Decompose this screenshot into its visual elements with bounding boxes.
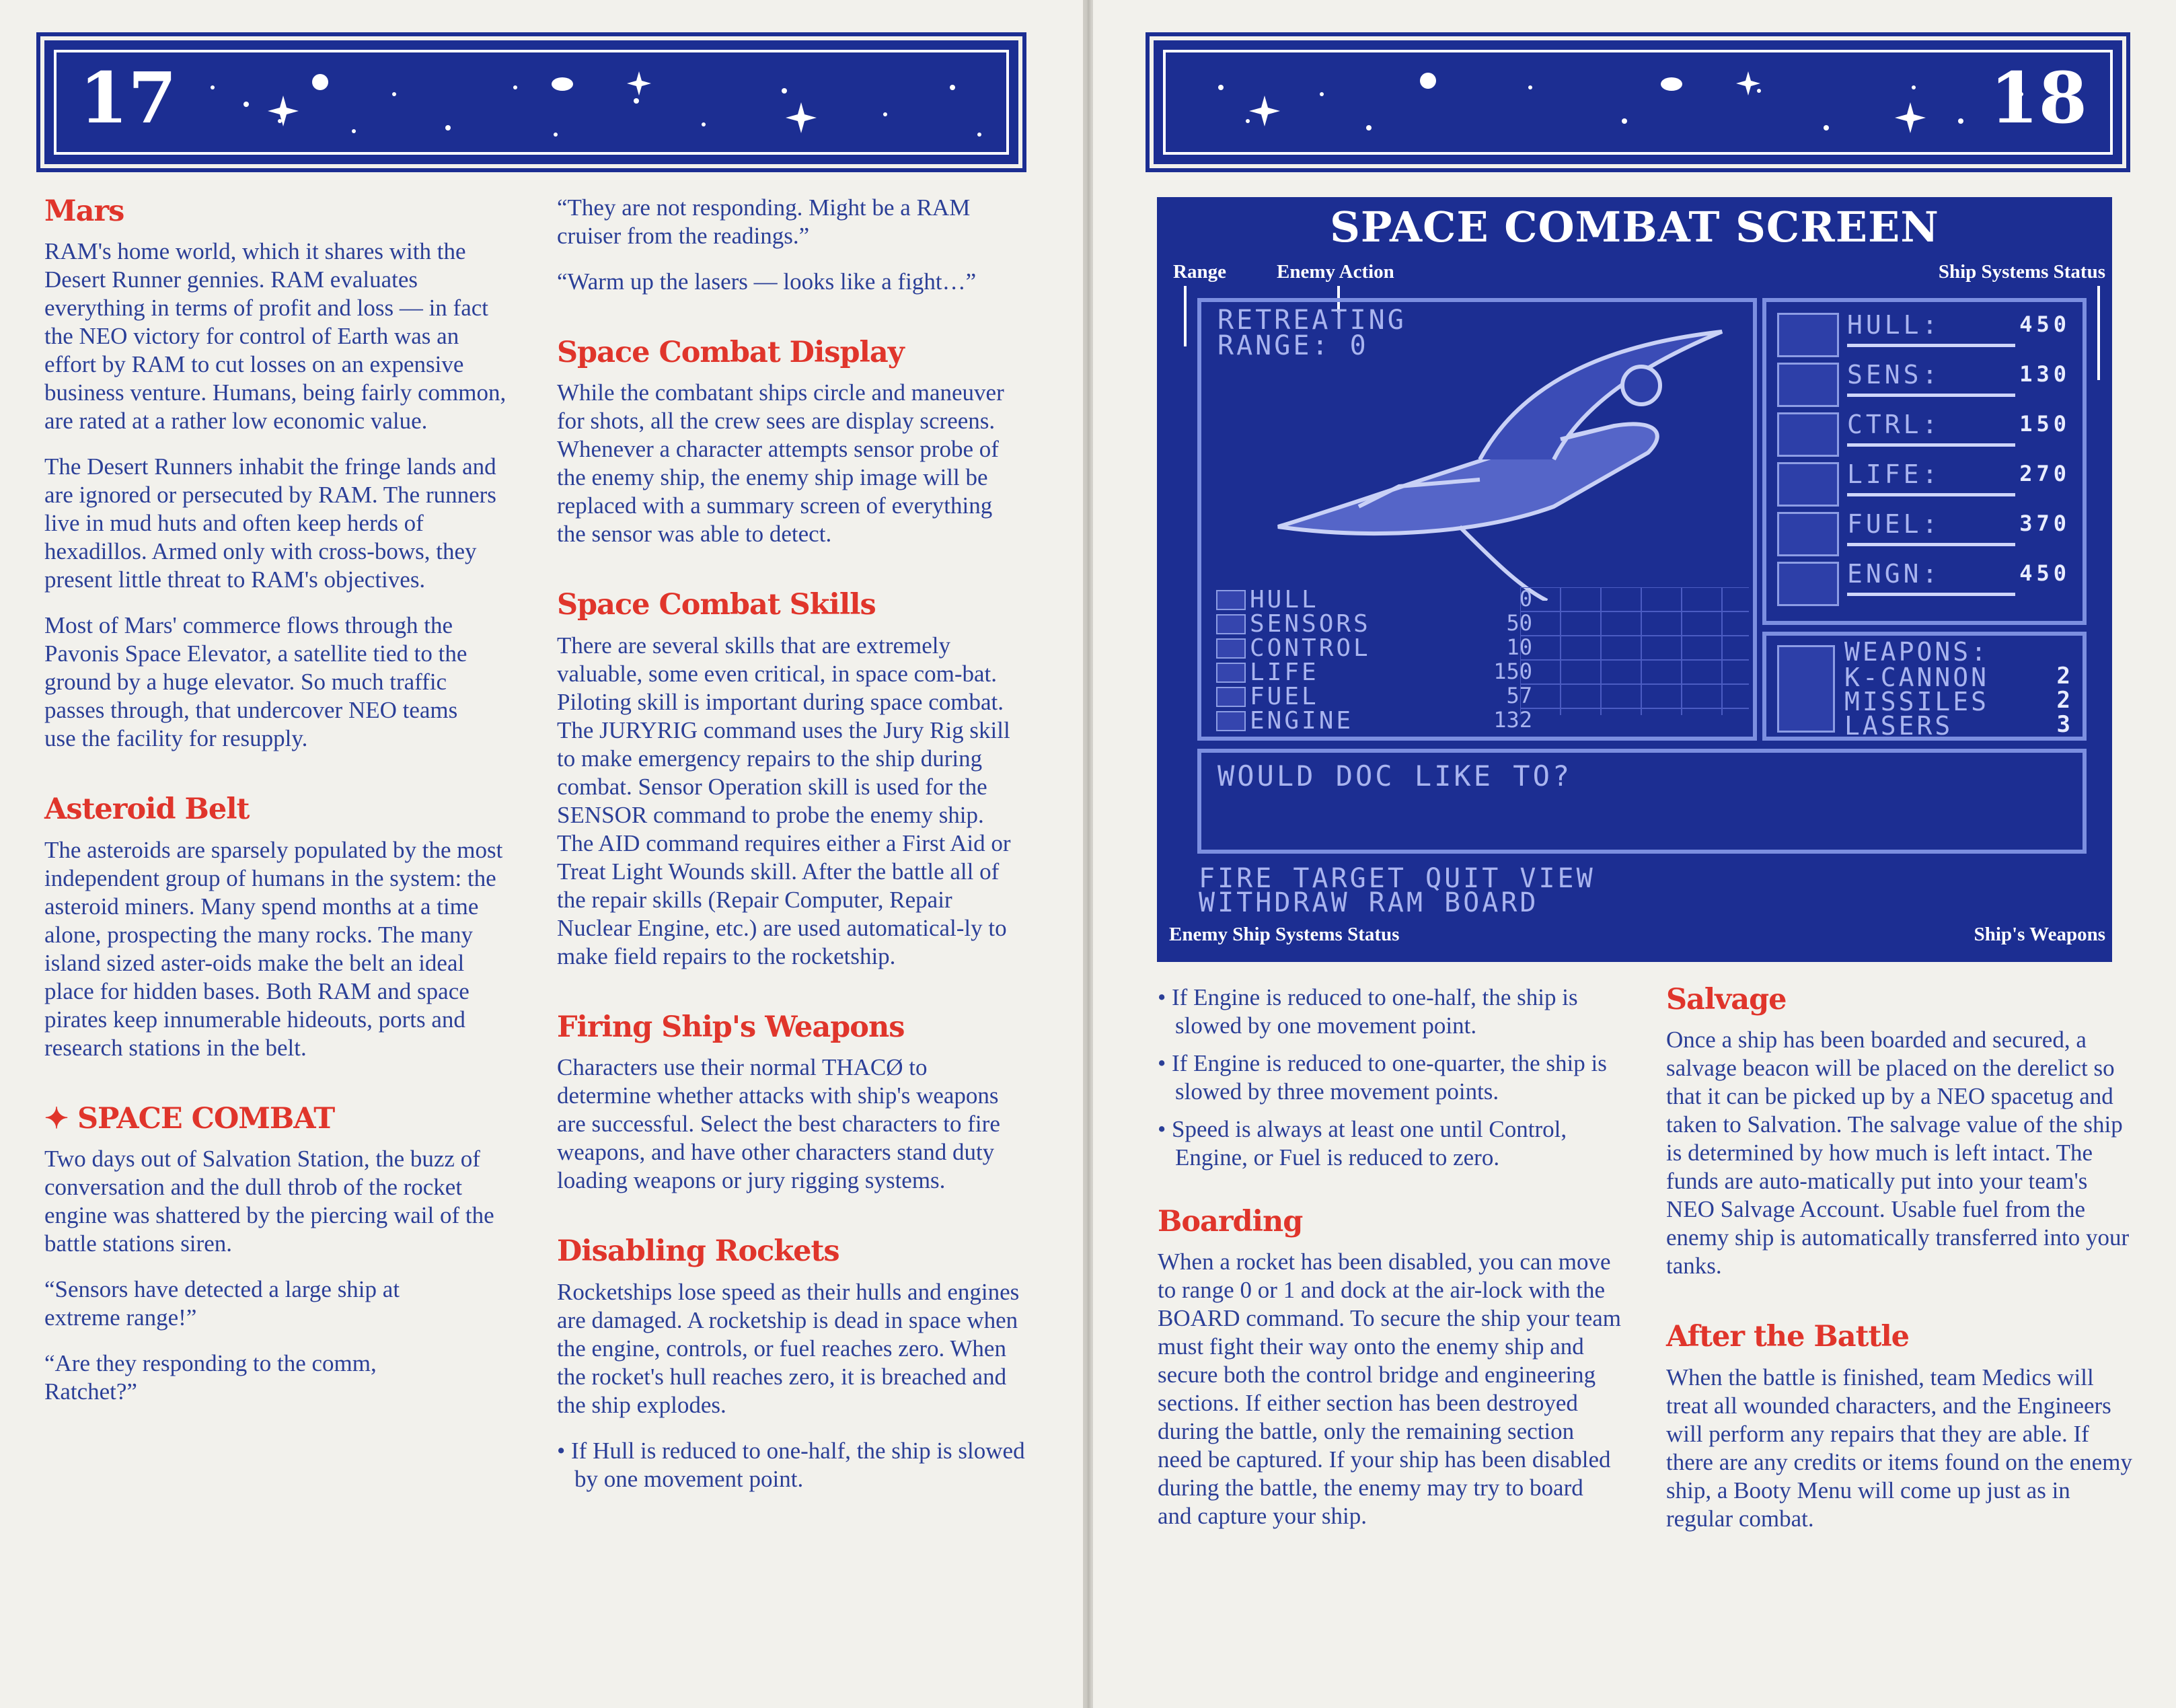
ship-system-name: FUEL:: [1847, 509, 1941, 539]
bullet-item: • If Engine is reduced to one-half, the ship is slowed by one movement point.: [1158, 984, 1578, 1039]
paragraph: Two days out of Salvation Station, the buzz of conversation and the dull throb of the rocket engine was shattered by the piercing wail of the battle stations siren.: [44, 1146, 494, 1257]
ship-system-value: 450: [2019, 560, 2070, 586]
enemy-system-value: 0: [1519, 586, 1532, 611]
weapon-name: MISSILES: [1844, 687, 1990, 716]
bullet-item: • If Engine is reduced to one-quarter, the ship is slowed by three movement points.: [1158, 1050, 1607, 1105]
heading-space-combat: ✦ SPACE COMBAT: [44, 1101, 335, 1136]
right-header-banner: [1154, 40, 2122, 164]
page-number: 17: [79, 57, 177, 139]
ship-system-value: 270: [2019, 461, 2070, 486]
label-ships-weapons: Ship's Weapons: [1974, 924, 2105, 945]
right-column-2: [1666, 983, 2137, 1551]
enemy-system-value: 50: [1506, 610, 1532, 636]
ship-system-bar: [1847, 394, 2015, 397]
ship-system-value: 130: [2019, 361, 2070, 387]
enemy-system-name: SENSORS: [1250, 610, 1371, 638]
page-number: 18: [1990, 57, 2087, 139]
ship-system-value: 450: [2019, 311, 2070, 337]
callout-line: [1184, 286, 1187, 346]
enemy-system-value: 10: [1506, 634, 1532, 660]
heading-after-the-battle: After the Battle: [1666, 1320, 1910, 1354]
starfield-decoration: [1154, 40, 2122, 164]
ship-system-icon: [1777, 512, 1839, 556]
heading-asteroid-belt: Asteroid Belt: [44, 792, 250, 827]
ship-system-name: SENS:: [1847, 360, 1941, 389]
paragraph: “Are they responding to the comm, Ratchet?”: [44, 1350, 377, 1405]
ship-system-value: 150: [2019, 411, 2070, 437]
heading-space-combat-display: Space Combat Display: [557, 336, 904, 369]
paragraph: The asteroids are sparsely populated by the most independent group of humans in the system: the asteroid miners. Many spend months at a time alone, prospecting the many rocks. The many island sized aster-oids make the belt an ideal place for hidden bases. Both RAM and space pirates keep innumerable hideouts, ports and research stations in the belt.: [44, 836, 503, 1061]
ship-system-icon: [1777, 363, 1839, 407]
ship-system-name: CTRL:: [1847, 410, 1941, 439]
ship-system-icon: [1777, 313, 1839, 357]
enemy-system-value: 132: [1493, 707, 1532, 733]
prompt-text: WOULD DOC LIKE TO?: [1217, 759, 1573, 792]
weapon-count: 2: [2056, 687, 2070, 714]
enemy-system-name: FUEL: [1250, 683, 1319, 710]
heading-space-combat-skills: Space Combat Skills: [557, 588, 876, 622]
paragraph: “Sensors have detected a large ship at extreme range!”: [44, 1276, 400, 1331]
enemy-system-icon: [1216, 711, 1246, 731]
weapons-title: WEAPONS:: [1844, 637, 1990, 667]
bullet-item: • Speed is always at least one until Control, Engine, or Fuel is reduced to zero.: [1158, 1116, 1567, 1171]
ship-system-name: ENGN:: [1847, 559, 1941, 589]
weapon-count: 2: [2056, 663, 2070, 690]
enemy-system-name: HULL: [1250, 586, 1319, 614]
ship-system-name: LIFE:: [1847, 459, 1941, 489]
paragraph: “Warm up the lasers — looks like a fight…”: [557, 268, 977, 295]
paragraph: While the combatant ships circle and maneuver for shots, all the crew sees are display screens. Whenever a character attempts sensor probe of the enemy ship, the enemy ship image will be replaced with a summary screen of everything the sensor was able to detect.: [557, 379, 1004, 548]
paragraph: RAM's home world, which it shares with the Desert Runner gennies. RAM evaluates everything in terms of profit and loss — in fact the NEO victory for control of Earth was an effort by RAM to cut losses on an expensive business venture. Humans, being fairly common, are rated at a rather low economic value.: [44, 238, 507, 435]
ship-system-icon: [1777, 562, 1839, 606]
paragraph: “They are not responding. Might be a RAM cruiser from the readings.”: [557, 194, 971, 249]
enemy-system-name: CONTROL: [1250, 634, 1371, 662]
enemy-systems-grid: [1520, 587, 1749, 735]
right-column-1: [1158, 983, 1622, 1548]
weapons-icon: [1777, 645, 1835, 733]
paragraph: The Desert Runners inhabit the fringe lands and are ignored or persecuted by RAM. The runners live in mud huts and often keep herds of hexadillos. Armed only with cross-bows, they present little threat to RAM's objectives.: [44, 453, 496, 593]
heading-boarding: Boarding: [1158, 1205, 1303, 1238]
command-menu-line1[interactable]: FIRE TARGET QUIT VIEW: [1199, 863, 1596, 894]
label-enemy-action: Enemy Action: [1277, 261, 1394, 283]
enemy-system-icon: [1216, 687, 1246, 707]
heading-disabling-rockets: Disabling Rockets: [557, 1234, 839, 1269]
starfield-decoration: [44, 40, 1018, 164]
ship-system-icon: [1777, 412, 1839, 457]
label-ship-systems-status: Ship Systems Status: [1938, 261, 2105, 283]
left-page: [0, 0, 1083, 1708]
ship-system-icon: [1777, 462, 1839, 507]
left-column-1: [44, 195, 509, 1423]
enemy-system-icon: [1216, 663, 1246, 683]
heading-mars: Mars: [44, 194, 124, 228]
heading-firing-weapons: Firing Ship's Weapons: [557, 1010, 905, 1044]
command-menu-line2[interactable]: WITHDRAW RAM BOARD: [1199, 887, 1539, 918]
ship-system-bar: [1847, 443, 2015, 447]
enemy-system-value: 57: [1506, 683, 1532, 708]
paragraph: Rocketships lose speed as their hulls and engines are damaged. A rocketship is dead in space when the engine, controls, or fuel reaches zero. When the rocket's hull reaches zero, it is breached and the ship explodes.: [557, 1278, 1020, 1418]
paragraph: Most of Mars' commerce flows through the Pavonis Space Elevator, a satellite tied to the ground by a huge elevator. So much traffic passes through, that undercover NEO teams use the facility for resupply.: [44, 612, 467, 752]
label-range: Range: [1173, 261, 1226, 283]
paragraph: There are several skills that are extremely valuable, some even critical, in space com-bat. Piloting skill is important during space combat. The JURYRIG command uses the Jury Rig skill to make emergency repairs to the ship during combat. Sensor Operation skill is used for the SENSOR command to probe the enemy ship. The AID command requires either a First Aid or Treat Light Wounds skill. After the battle all of the repair skills (Repair Computer, Repair Nuclear Engine, etc.) are used automatical-ly to make field repairs to the rocketship.: [557, 632, 1011, 969]
label-enemy-ship-systems: Enemy Ship Systems Status: [1169, 924, 1400, 945]
ship-system-bar: [1847, 344, 2015, 347]
paragraph: Once a ship has been boarded and secured, a salvage beacon will be placed on the derelict so that it can be picked up by a NEO spacetug and taken to Salvation. The salvage value of the ship is determined by how much is left intact. The funds are auto-matically put into your team's NEO Salvage Account. Usable fuel from the enemy ship is automatically transferred into your tanks.: [1666, 1027, 2130, 1279]
space-combat-screen-figure: [1157, 197, 2112, 962]
enemy-system-name: ENGINE: [1250, 707, 1354, 735]
ship-system-bar: [1847, 543, 2015, 546]
left-column-2: [557, 194, 1025, 1503]
enemy-system-icon: [1216, 638, 1246, 659]
paragraph: When the battle is finished, team Medics will treat all wounded characters, and the Engineers will perform any repairs that they are able. If there are any credits or items found on the enemy ship, a Booty Menu will come up just as in regular combat.: [1666, 1364, 2132, 1532]
callout-line: [2097, 286, 2100, 380]
bullet-item: • If Hull is reduced to one-half, the ship is slowed by one movement point.: [557, 1437, 1025, 1492]
ship-system-bar: [1847, 493, 2015, 496]
weapon-name: K-CANNON: [1844, 663, 1990, 692]
ship-system-name: HULL:: [1847, 310, 1941, 340]
ship-system-bar: [1847, 593, 2015, 596]
paragraph: Characters use their normal THACØ to determine whether attacks with ship's weapons are successful. Select the best characters to fire weapons, and have other characters stand duty loading weapons or jury rigging systems.: [557, 1054, 1000, 1194]
weapon-name: LASERS: [1844, 711, 1953, 741]
screen-title: SPACE COMBAT SCREEN: [1330, 202, 1939, 252]
enemy-system-icon: [1216, 590, 1246, 610]
ship-system-value: 370: [2019, 511, 2070, 536]
enemy-action-status: RETREATING: [1217, 305, 1406, 336]
enemy-system-name: LIFE: [1250, 659, 1319, 686]
range-status: RANGE: 0: [1217, 330, 1369, 361]
enemy-system-value: 150: [1493, 659, 1532, 684]
weapon-count: 3: [2056, 711, 2070, 738]
heading-salvage: Salvage: [1666, 983, 1787, 1016]
paragraph: When a rocket has been disabled, you can move to range 0 or 1 and dock at the air-lock with the BOARD command. To secure the ship your team must fight their way onto the enemy ship and secure both the control bridge and engineering sections. If either section has been destroyed during the battle, only the remaining section need be captured. If your ship has been disabled during the battle, the enemy may try to board and capture your ship.: [1158, 1249, 1621, 1530]
enemy-system-icon: [1216, 614, 1246, 634]
left-header-banner: [44, 40, 1018, 164]
